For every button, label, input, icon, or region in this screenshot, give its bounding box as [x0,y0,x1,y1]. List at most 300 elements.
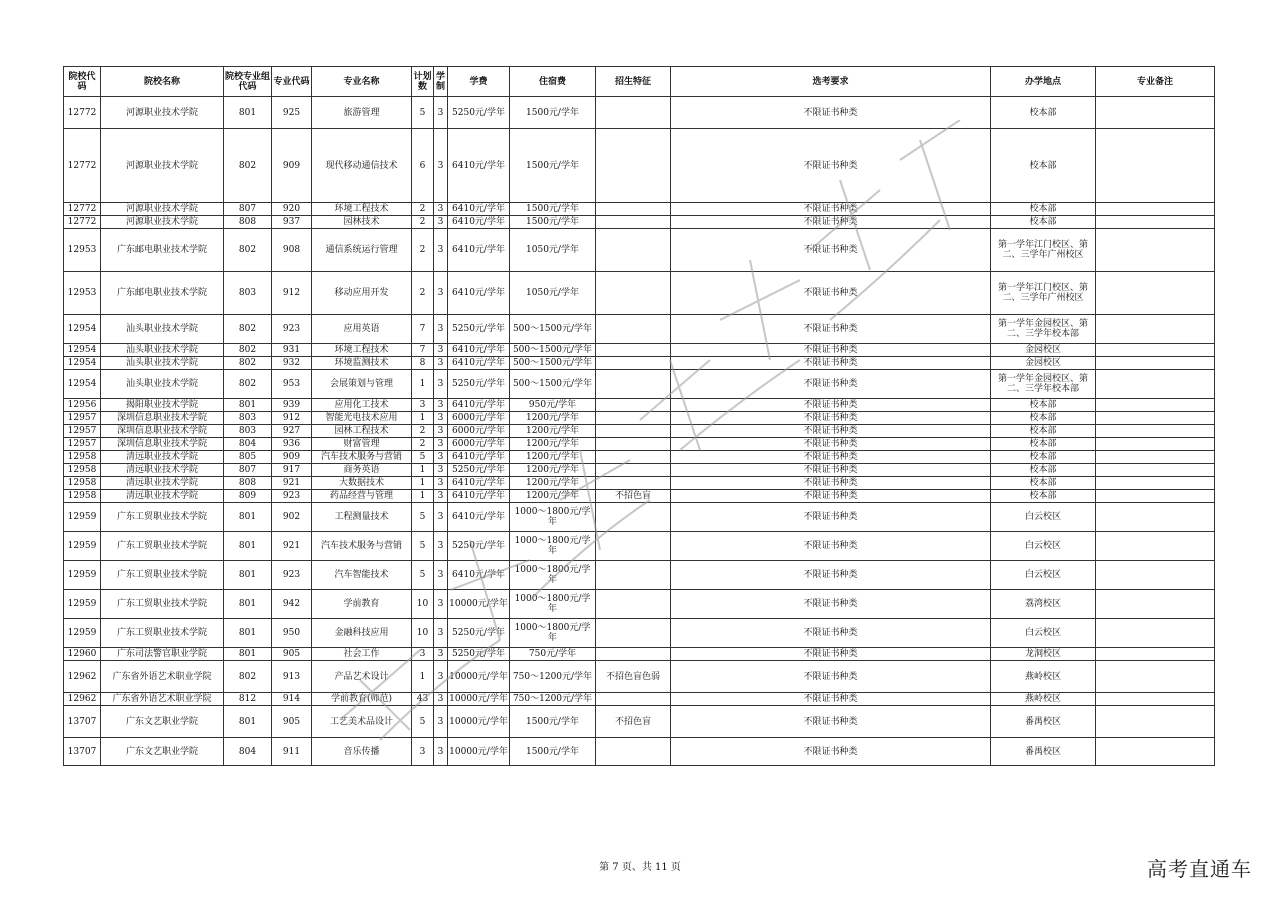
cell-school-code: 12959 [64,503,101,532]
cell-duration: 3 [434,738,448,766]
cell-school-name: 广东邮电职业技术学院 [101,229,224,272]
cell-exam-requirement: 不限证书种类 [671,451,991,464]
cell-major-note [1096,706,1215,738]
cell-school-name: 深圳信息职业技术学院 [101,425,224,438]
cell-lodging-fee: 1000～1800元/学年 [510,619,596,648]
cell-tuition: 6410元/学年 [448,503,510,532]
cell-tuition: 10000元/学年 [448,706,510,738]
cell-duration: 3 [434,490,448,503]
cell-exam-requirement: 不限证书种类 [671,229,991,272]
cell-major-note [1096,661,1215,693]
table-row [64,344,1215,357]
cell-lodging-fee: 1200元/学年 [510,438,596,451]
cell-school-name: 广东工贸职业技术学院 [101,561,224,590]
cell-major-note [1096,503,1215,532]
cell-plan-count: 3 [412,399,434,412]
cell-admission-feature [596,203,671,216]
cell-exam-requirement: 不限证书种类 [671,315,991,344]
cell-group-code: 805 [224,451,272,464]
cell-admission-feature [596,451,671,464]
cell-exam-requirement: 不限证书种类 [671,203,991,216]
cell-campus: 校本部 [991,425,1096,438]
cell-plan-count: 2 [412,216,434,229]
cell-admission-feature [596,561,671,590]
cell-school-code: 12953 [64,272,101,315]
cell-school-code: 12953 [64,229,101,272]
cell-tuition: 10000元/学年 [448,661,510,693]
cell-plan-count: 10 [412,619,434,648]
cell-exam-requirement: 不限证书种类 [671,619,991,648]
table-row [64,412,1215,425]
cell-major-name: 音乐传播 [312,738,412,766]
cell-duration: 3 [434,661,448,693]
cell-plan-count: 5 [412,561,434,590]
table-row [64,272,1215,315]
cell-campus: 白云校区 [991,619,1096,648]
cell-school-name: 河源职业技术学院 [101,203,224,216]
cell-major-name: 应用英语 [312,315,412,344]
cell-major-code: 953 [272,370,312,399]
cell-plan-count: 1 [412,370,434,399]
cell-group-code: 803 [224,412,272,425]
cell-tuition: 6410元/学年 [448,477,510,490]
cell-major-code: 905 [272,706,312,738]
cell-campus: 第一学年江门校区、第二、三学年广州校区 [991,229,1096,272]
cell-school-name: 广东省外语艺术职业学院 [101,661,224,693]
table-row [64,438,1215,451]
cell-school-name: 广东工贸职业技术学院 [101,532,224,561]
cell-group-code: 802 [224,370,272,399]
cell-duration: 3 [434,129,448,203]
cell-school-name: 汕头职业技术学院 [101,315,224,344]
cell-major-note [1096,693,1215,706]
header-campus: 办学地点 [991,67,1096,97]
header-major-name: 专业名称 [312,67,412,97]
cell-major-note [1096,532,1215,561]
cell-campus: 校本部 [991,490,1096,503]
cell-major-code: 950 [272,619,312,648]
cell-group-code: 801 [224,590,272,619]
cell-school-code: 12959 [64,590,101,619]
header-school-name: 院校名称 [101,67,224,97]
cell-major-name: 环境监测技术 [312,357,412,370]
cell-exam-requirement: 不限证书种类 [671,532,991,561]
cell-campus: 校本部 [991,203,1096,216]
cell-school-name: 汕头职业技术学院 [101,344,224,357]
cell-lodging-fee: 1000～1800元/学年 [510,503,596,532]
cell-group-code: 808 [224,216,272,229]
cell-major-name: 产品艺术设计 [312,661,412,693]
cell-group-code: 812 [224,693,272,706]
cell-school-name: 清远职业技术学院 [101,464,224,477]
cell-major-code: 902 [272,503,312,532]
cell-major-code: 920 [272,203,312,216]
cell-campus: 校本部 [991,129,1096,203]
cell-tuition: 6410元/学年 [448,229,510,272]
cell-major-note [1096,370,1215,399]
header-tuition: 学费 [448,67,510,97]
cell-school-name: 清远职业技术学院 [101,477,224,490]
cell-campus: 校本部 [991,464,1096,477]
cell-campus: 第一学年金园校区、第二、三学年校本部 [991,315,1096,344]
cell-lodging-fee: 1200元/学年 [510,490,596,503]
cell-lodging-fee: 500～1500元/学年 [510,357,596,370]
cell-major-code: 909 [272,451,312,464]
cell-admission-feature [596,216,671,229]
admissions-table [63,66,1215,766]
cell-group-code: 801 [224,619,272,648]
cell-tuition: 10000元/学年 [449,694,508,704]
cell-major-note [1096,619,1215,648]
cell-major-note [1096,561,1215,590]
cell-major-code: 942 [272,590,312,619]
cell-major-code: 908 [272,229,312,272]
header-exam-requirement: 选考要求 [671,67,991,97]
cell-major-name: 工艺美术品设计 [312,706,412,738]
cell-lodging-fee: 1200元/学年 [510,477,596,490]
cell-admission-feature: 不招色盲 [596,490,671,503]
cell-major-code: 923 [272,315,312,344]
table-row [64,738,1215,766]
cell-plan-count: 10 [412,590,434,619]
cell-group-code: 802 [224,661,272,693]
cell-exam-requirement: 不限证书种类 [671,590,991,619]
cell-school-name: 广东司法警官职业学院 [101,648,224,661]
table-row [64,399,1215,412]
cell-group-code: 804 [224,438,272,451]
page-number: 第 7 页、共 11 页 [599,862,681,873]
cell-duration: 3 [434,97,448,129]
cell-campus: 番禺校区 [991,706,1096,738]
cell-major-name: 园林工程技术 [312,425,412,438]
cell-exam-requirement: 不限证书种类 [671,477,991,490]
cell-school-name: 广东工贸职业技术学院 [101,619,224,648]
cell-major-name: 大数据技术 [312,477,412,490]
cell-admission-feature [596,477,671,490]
cell-plan-count: 3 [412,738,434,766]
cell-plan-count: 43 [412,693,434,706]
cell-admission-feature [596,97,671,129]
header-duration: 学制 [434,67,448,97]
cell-duration: 3 [434,370,448,399]
cell-school-code: 12957 [64,425,101,438]
cell-admission-feature [596,357,671,370]
cell-major-name: 商务英语 [312,464,412,477]
cell-major-name: 会展策划与管理 [312,370,412,399]
cell-group-code: 801 [224,503,272,532]
cell-campus: 白云校区 [991,532,1096,561]
cell-school-name: 河源职业技术学院 [101,216,224,229]
cell-plan-count: 1 [412,661,434,693]
cell-major-note [1096,272,1215,315]
cell-school-name: 广东文艺职业学院 [101,738,224,766]
table-row [64,129,1215,203]
cell-tuition: 10000元/学年 [448,590,510,619]
table-row [64,203,1215,216]
cell-duration: 3 [434,216,448,229]
cell-major-note [1096,399,1215,412]
cell-group-code: 801 [224,399,272,412]
cell-major-code: 937 [272,216,312,229]
cell-group-code: 803 [224,272,272,315]
cell-plan-count: 2 [412,438,434,451]
cell-major-code: 932 [272,357,312,370]
cell-duration: 3 [434,344,448,357]
cell-exam-requirement: 不限证书种类 [671,216,991,229]
cell-major-code: 914 [272,693,312,706]
cell-campus: 金园校区 [991,344,1096,357]
cell-exam-requirement: 不限证书种类 [671,272,991,315]
cell-lodging-fee: 950元/学年 [510,399,596,412]
cell-school-name: 汕头职业技术学院 [101,370,224,399]
cell-school-name: 广东工贸职业技术学院 [101,503,224,532]
cell-tuition: 6410元/学年 [448,129,510,203]
header-plan-count: 计划数 [412,67,434,97]
cell-school-code: 12962 [64,693,101,706]
cell-duration: 3 [434,425,448,438]
cell-admission-feature [596,272,671,315]
cell-plan-count: 1 [412,412,434,425]
cell-campus: 校本部 [991,412,1096,425]
cell-major-name: 园林技术 [312,216,412,229]
cell-major-code: 931 [272,344,312,357]
cell-school-code: 12958 [64,451,101,464]
cell-exam-requirement: 不限证书种类 [671,661,991,693]
cell-exam-requirement: 不限证书种类 [671,370,991,399]
cell-plan-count: 5 [412,451,434,464]
table-row [64,315,1215,344]
cell-major-code: 911 [272,738,312,766]
cell-tuition: 6000元/学年 [448,425,510,438]
cell-lodging-fee: 750元/学年 [510,648,596,661]
cell-major-note [1096,590,1215,619]
cell-admission-feature [596,399,671,412]
table-row [64,370,1215,399]
cell-school-code: 13707 [64,706,101,738]
cell-school-name: 清远职业技术学院 [101,490,224,503]
cell-school-name: 广东文艺职业学院 [101,706,224,738]
table-row [64,464,1215,477]
cell-exam-requirement: 不限证书种类 [671,503,991,532]
cell-exam-requirement: 不限证书种类 [671,464,991,477]
cell-tuition: 5250元/学年 [448,532,510,561]
cell-campus: 荔湾校区 [991,590,1096,619]
cell-lodging-fee: 1500元/学年 [510,203,596,216]
cell-major-name: 应用化工技术 [312,399,412,412]
cell-group-code: 802 [224,315,272,344]
cell-tuition: 6410元/学年 [448,272,510,315]
cell-exam-requirement: 不限证书种类 [671,738,991,766]
cell-campus: 龙洞校区 [991,648,1096,661]
cell-plan-count: 2 [412,229,434,272]
table-row [64,693,1215,706]
cell-exam-requirement: 不限证书种类 [671,425,991,438]
cell-major-code: 917 [272,464,312,477]
cell-tuition: 6410元/学年 [448,451,510,464]
cell-admission-feature: 不招色盲色弱 [596,661,671,693]
cell-group-code: 801 [224,561,272,590]
cell-tuition: 6410元/学年 [448,490,510,503]
cell-tuition: 10000元/学年 [448,738,510,766]
cell-group-code: 801 [224,706,272,738]
cell-tuition: 6410元/学年 [448,561,510,590]
cell-exam-requirement: 不限证书种类 [671,399,991,412]
cell-group-code: 802 [224,229,272,272]
cell-plan-count: 7 [412,344,434,357]
cell-duration: 3 [434,203,448,216]
cell-exam-requirement: 不限证书种类 [671,357,991,370]
cell-school-name: 河源职业技术学院 [101,97,224,129]
cell-school-code: 12959 [64,619,101,648]
cell-plan-count: 1 [412,490,434,503]
cell-major-note [1096,464,1215,477]
cell-plan-count: 2 [412,272,434,315]
cell-exam-requirement: 不限证书种类 [671,490,991,503]
cell-major-name: 药品经营与管理 [312,490,412,503]
cell-tuition: 5250元/学年 [448,370,510,399]
cell-major-code: 923 [272,561,312,590]
cell-duration: 3 [434,357,448,370]
cell-school-name: 深圳信息职业技术学院 [101,438,224,451]
table-row [64,97,1215,129]
cell-school-name: 揭阳职业技术学院 [101,399,224,412]
cell-lodging-fee: 1500元/学年 [510,97,596,129]
cell-campus: 校本部 [991,477,1096,490]
cell-group-code: 807 [224,203,272,216]
table-row [64,490,1215,503]
cell-admission-feature: 不招色盲 [596,706,671,738]
table-header [64,67,1215,97]
cell-duration: 3 [434,532,448,561]
cell-exam-requirement: 不限证书种类 [671,561,991,590]
cell-lodging-fee: 1000～1800元/学年 [510,532,596,561]
cell-plan-count: 6 [412,129,434,203]
cell-school-code: 12772 [64,203,101,216]
table-body [64,97,1215,766]
cell-exam-requirement: 不限证书种类 [671,412,991,425]
cell-school-code: 12962 [64,661,101,693]
cell-duration: 3 [434,619,448,648]
cell-campus: 白云校区 [991,561,1096,590]
cell-major-name: 旅游管理 [312,97,412,129]
cell-campus: 第一学年金园校区、第二、三学年校本部 [991,370,1096,399]
cell-admission-feature [596,412,671,425]
cell-duration: 3 [434,503,448,532]
cell-major-code: 939 [272,399,312,412]
cell-lodging-fee: 1050元/学年 [510,272,596,315]
header-major-code: 专业代码 [272,67,312,97]
cell-school-code: 12956 [64,399,101,412]
cell-major-code: 912 [272,412,312,425]
cell-major-name: 汽车技术服务与营销 [312,532,412,561]
table-row [64,648,1215,661]
header-lodging-fee: 住宿费 [510,67,596,97]
cell-admission-feature [596,590,671,619]
cell-major-name: 汽车技术服务与营销 [312,451,412,464]
cell-major-note [1096,477,1215,490]
cell-lodging-fee: 1200元/学年 [510,464,596,477]
cell-tuition: 6410元/学年 [448,203,510,216]
header-major-note: 专业备注 [1096,67,1215,97]
cell-major-note [1096,490,1215,503]
cell-major-code: 913 [272,661,312,693]
cell-school-name: 清远职业技术学院 [101,451,224,464]
cell-major-note [1096,738,1215,766]
table-row [64,503,1215,532]
header-admission-feature: 招生特征 [596,67,671,97]
cell-tuition: 5250元/学年 [448,619,510,648]
cell-plan-count: 5 [412,532,434,561]
cell-major-note [1096,425,1215,438]
cell-major-code: 921 [272,532,312,561]
cell-lodging-fee: 1500元/学年 [510,216,596,229]
cell-plan-count: 5 [412,503,434,532]
cell-campus: 校本部 [991,97,1096,129]
cell-admission-feature [596,648,671,661]
cell-school-code: 12958 [64,477,101,490]
cell-plan-count: 3 [412,648,434,661]
table-row [64,532,1215,561]
cell-major-name: 智能光电技术应用 [312,412,412,425]
table-row [64,590,1215,619]
cell-tuition: 5250元/学年 [448,97,510,129]
cell-school-code: 12772 [64,97,101,129]
cell-lodging-fee: 1500元/学年 [510,706,596,738]
header-group-code: 院校专业组代码 [224,67,272,97]
cell-plan-count: 7 [412,315,434,344]
table-row [64,357,1215,370]
cell-admission-feature [596,464,671,477]
cell-campus: 校本部 [991,451,1096,464]
cell-school-name: 深圳信息职业技术学院 [101,412,224,425]
cell-major-note [1096,344,1215,357]
cell-lodging-fee: 1000～1800元/学年 [510,590,596,619]
cell-duration: 3 [434,272,448,315]
cell-duration: 3 [434,706,448,738]
cell-admission-feature [596,619,671,648]
cell-plan-count: 5 [412,706,434,738]
cell-major-note [1096,648,1215,661]
cell-campus: 番禺校区 [991,738,1096,766]
table-row [64,706,1215,738]
cell-campus: 校本部 [991,216,1096,229]
cell-admission-feature [596,438,671,451]
cell-lodging-fee: 1200元/学年 [510,451,596,464]
cell-campus: 燕岭校区 [991,693,1096,706]
table-row [64,229,1215,272]
cell-plan-count: 2 [412,203,434,216]
cell-duration: 3 [434,438,448,451]
table-row [64,619,1215,648]
table-row [64,451,1215,464]
cell-campus: 校本部 [991,438,1096,451]
cell-exam-requirement: 不限证书种类 [671,129,991,203]
cell-group-code: 804 [224,738,272,766]
cell-school-code: 12954 [64,357,101,370]
cell-plan-count: 5 [412,97,434,129]
cell-lodging-fee: 1000～1800元/学年 [510,561,596,590]
cell-lodging-fee: 500～1500元/学年 [510,315,596,344]
cell-lodging-fee: 1500元/学年 [510,129,596,203]
cell-lodging-fee: 1200元/学年 [510,425,596,438]
table-row [64,661,1215,693]
cell-lodging-fee: 1200元/学年 [510,412,596,425]
header-row [64,67,1215,97]
cell-lodging-fee: 750～1200元/学年 [510,661,596,693]
cell-major-note [1096,451,1215,464]
cell-major-name: 学前教育(师范) [312,693,412,706]
cell-admission-feature [596,693,671,706]
